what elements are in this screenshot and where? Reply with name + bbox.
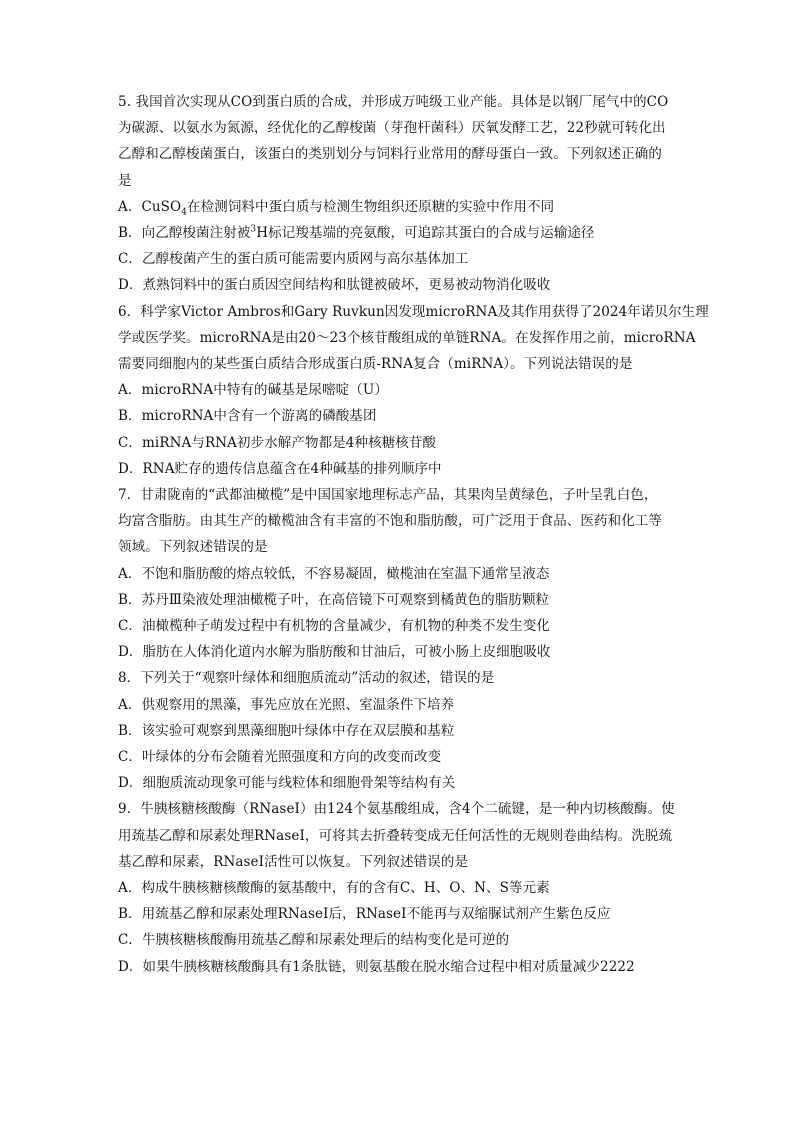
question-stem-line: 用巯基乙醇和尿素处理RNaseI，可将其去折叠转变成无任何活性的无规则卷曲结构。洗脱巯	[118, 827, 673, 844]
option-text: A．不饱和脂肪酸的熔点较低，不容易凝固，橄榄油在室温下通常呈液态	[118, 565, 550, 582]
option-text: C．牛胰核糖核酸酶用巯基乙醇和尿素处理后的结构变化是可逆的	[118, 932, 510, 949]
option-line	[118, 722, 678, 740]
option-text: C．叶绿体的分布会随着光照强度和方向的改变而改变	[118, 749, 442, 765]
option-line	[118, 905, 678, 923]
option-text: D．细胞质流动现象可能与线粒体和细胞骨架等结构有关	[118, 775, 456, 792]
option-text-cont: H标记羧基端的亮氨酸，可追踪其蛋白的合成与运输途径	[256, 225, 595, 241]
option-line	[118, 565, 678, 583]
option-line	[118, 407, 678, 425]
option-line	[118, 198, 678, 216]
option-text: A．microRNA中特有的碱基是尿嘧啶（U）	[118, 382, 388, 399]
option-text: A．构成牛胰核糖核酸酶的氨基酸中，有的含有C、H、O、N、S等元素	[118, 880, 550, 896]
option-line	[118, 931, 678, 949]
option-text: C．乙醇梭菌产生的蛋白质可能需要内质网与高尔基体加工	[118, 251, 469, 268]
question-stem-line: 学或医学奖。microRNA是由20～23个核苷酸组成的单链RNA。在发挥作用之前，microRNA	[118, 329, 696, 346]
option-line	[118, 381, 678, 399]
option-line	[118, 250, 678, 268]
question-stem-line: 基乙醇和尿素，RNaseI活性可以恢复。下列叙述错误的是	[118, 853, 469, 870]
question-stem-line: 9．牛胰核糖核酸酶（RNaseI）由124个氨基酸组成，含4个二硫键，是一种内切核酸酶。使	[118, 801, 675, 818]
option-text: B．该实验可观察到黑藻细胞叶绿体中存在双层膜和基粒	[118, 722, 455, 739]
question-stem-line: 是	[118, 172, 132, 189]
question-stem-line: 5. 我国首次实现从CO到蛋白质的合成，并形成万吨级工业产能。具体是以钢厂尾气中的CO	[118, 94, 669, 110]
option-line	[118, 617, 678, 635]
option-line	[118, 591, 678, 609]
question-stem-line: 乙醇和乙醇梭菌蛋白，该蛋白的类别划分与饲料行业常用的酵母蛋白一致。下列叙述正确的	[118, 146, 662, 163]
question-stem-line: 需要同细胞内的某些蛋白质结合形成蛋白质-RNA复合（miRNA）。下列说法错误的是	[118, 356, 633, 372]
option-text: C．miRNA与RNA初步水解产物都是4种核糖核苷酸	[118, 434, 437, 451]
option-text: D．RNA贮存的遗传信息蕴含在4种碱基的排列顺序中	[118, 460, 442, 477]
option-text: B．microRNA中含有一个游离的磷酸基团	[118, 408, 377, 425]
option-text-cont: 在检测饲料中蛋白质与检测生物组织还原糖的实验中作用不同	[187, 198, 555, 215]
option-line	[118, 879, 678, 897]
option-text: B．苏丹Ⅲ染液处理油橄榄子叶，在高倍镜下可观察到橘黄色的脂肪颗粒	[118, 591, 550, 608]
option-text: D．脂肪在人体消化道内水解为脂肪酸和甘油后，可被小肠上皮细胞吸收	[118, 644, 551, 661]
option-line	[118, 696, 678, 714]
option-text: D．煮熟饲料中的蛋白质因空间结构和肽键被破坏，更易被动物消化吸收	[118, 277, 551, 294]
option-line	[118, 643, 678, 661]
question-stem-line: 8．下列关于“观察叶绿体和细胞质流动”活动的叙述，错误的是	[118, 670, 495, 687]
question-stem-line: 6．科学家Victor Ambros和Gary Ruvkun因发现microRNA及其作用获得了2024年诺贝尔生理	[118, 303, 709, 320]
question-stem-line: 为碳源、以氨水为氮源，经优化的乙醇梭菌（芽孢杆菌科）厌氧发酵工艺，22秒就可转化出	[118, 120, 666, 137]
question-stem-line: 均富含脂肪。由其生产的橄榄油含有丰富的不饱和脂肪酸，可广泛用于食品、医药和化工等	[118, 513, 662, 530]
subscript: 4	[181, 207, 188, 218]
option-text: A．CuSO	[118, 198, 182, 215]
option-line	[118, 748, 678, 766]
option-line	[118, 276, 678, 294]
option-text: B．用巯基乙醇和尿素处理RNaseI后，RNaseI不能再与双缩脲试剂产生紫色反应	[118, 906, 611, 923]
option-text: C．油橄榄种子萌发过程中有机物的含量减少，有机物的种类不发生变化	[118, 618, 551, 634]
option-line	[118, 434, 678, 452]
question-stem-line: 领域。下列叙述错误的是	[118, 539, 268, 556]
option-line	[118, 460, 678, 478]
option-line	[118, 224, 678, 242]
superscript: 3	[250, 224, 257, 235]
option-line	[118, 958, 678, 976]
option-text: A．供观察用的黑藻，事先应放在光照、室温条件下培养	[118, 696, 455, 713]
option-text: B．向乙醇梭菌注射被	[118, 225, 251, 241]
question-stem-line: 7．甘肃陇南的“武都油橄榄”是中国国家地理标志产品，其果肉呈黄绿色，子叶呈乳白色，	[118, 487, 658, 503]
option-text: D．如果牛胰核糖核酸酶具有1条肽链，则氨基酸在脱水缩合过程中相对质量减少2222	[118, 958, 635, 975]
option-line	[118, 774, 678, 792]
